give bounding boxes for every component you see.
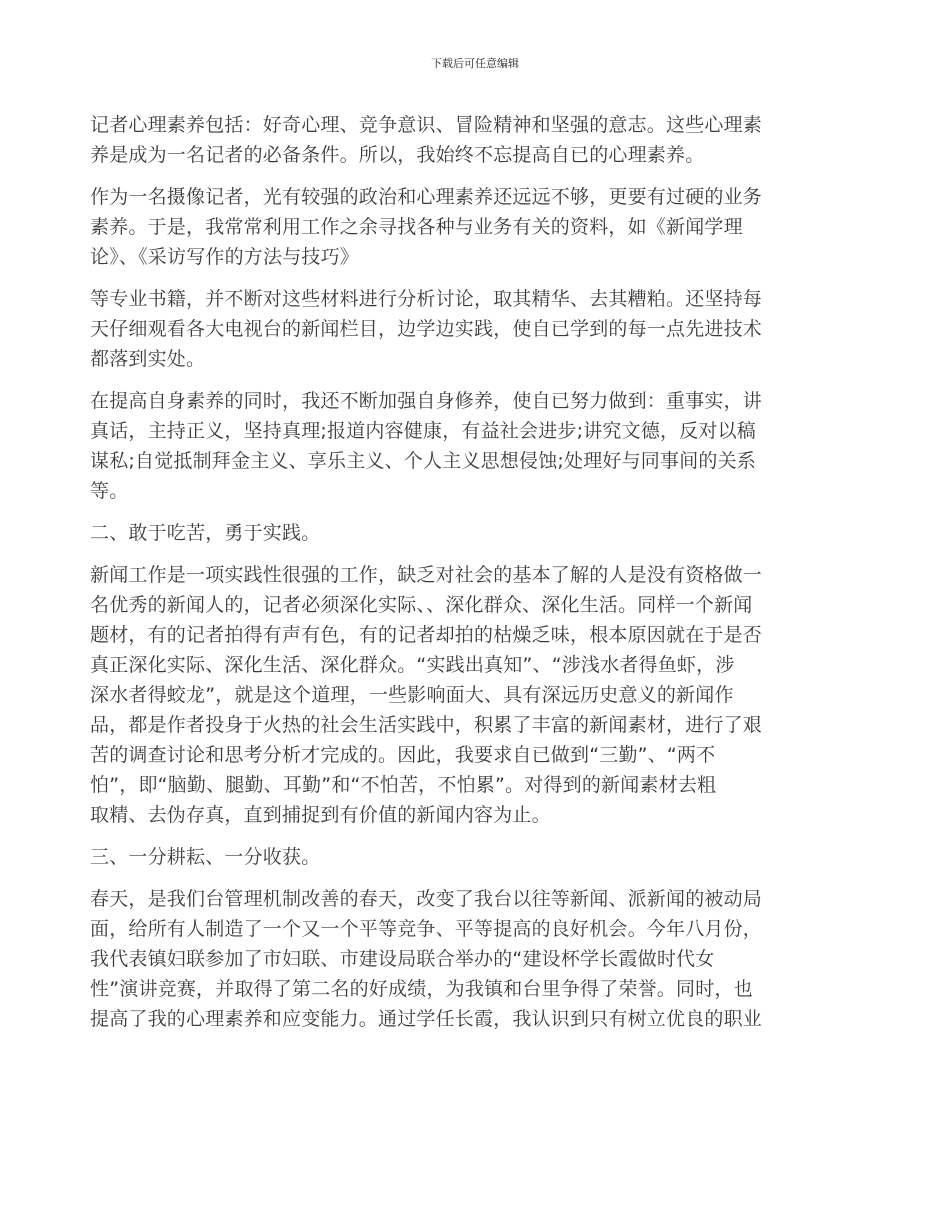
- paragraph-line: 我代表镇妇联参加了市妇联、市建设局联合举办的“建设杯学长霞做时代女: [90, 948, 715, 970]
- paragraph-line: 面，给所有人制造了一个又一个平等竞争、平等提高的良好机会。今年八月份，: [90, 918, 763, 940]
- paragraph-line: 谋私;自觉抵制拜金主义、享乐主义、个人主义思想侵蚀;处理好与同事间的关系: [90, 450, 757, 472]
- paragraph-gap: [90, 548, 865, 560]
- paragraph-line: 深水者得蛟龙”，就是这个道理，一些影响面大、具有深远历史意义的新闻作: [90, 684, 734, 706]
- paragraph-line: 素养。于是，我常常利用工作之余寻找各种与业务有关的资料，如《新闻学理: [90, 216, 743, 238]
- paragraph-line: 春天，是我们台管理机制改善的春天，改变了我台以往等新闻、派新闻的被动局: [90, 888, 763, 910]
- paragraph-line: 天仔细观看各大电视台的新闻栏目，边学边实践，使自已学到的每一点先进技术: [90, 318, 763, 340]
- paragraph-line: 取精、去伪存真，直到捕捉到有价值的新闻内容为止。: [90, 804, 551, 826]
- document-body: [90, 110, 865, 1034]
- paragraph-line: 苦的调查讨论和思考分析才完成的。因此，我要求自已做到“三勤”、“两不: [90, 744, 716, 766]
- paragraph-line: 真正深化实际、深化生活、深化群众。“实践出真知”、“涉浅水者得鱼虾，涉: [90, 654, 735, 676]
- paragraph-line: 在提高自身素养的同时，我还不断加强自身修养，使自已努力做到：重事实，讲: [90, 390, 763, 412]
- paragraph-line: 养是成为一名记者的必备条件。所以，我始终不忘提高自已的心理素养。: [90, 144, 705, 166]
- paragraph-line: 都落到实处。: [90, 348, 206, 370]
- paragraph-gap: [90, 272, 865, 284]
- paragraph-line: 等。: [90, 480, 129, 502]
- paragraph: [90, 110, 865, 170]
- paragraph: [90, 884, 865, 1034]
- paragraph-gap: [90, 374, 865, 386]
- paragraph-gap: [90, 170, 865, 182]
- paragraph-line: 等专业书籍，并不断对这些材料进行分析讨论，取其精华、去其糟粕。还坚持每: [90, 288, 763, 310]
- paragraph-gap: [90, 872, 865, 884]
- paragraph-line: 怕”，即“脑勤、腿勤、耳勤”和“不怕苦，不怕累”。对得到的新闻素材去粗: [90, 774, 717, 796]
- page-header: 下载后可任意编辑: [431, 57, 519, 70]
- paragraph: [90, 518, 865, 548]
- paragraph-line: 新闻工作是一项实践性很强的工作，缺乏对社会的基本了解的人是没有资格做一: [90, 564, 763, 586]
- paragraph-line: 二、敢于吃苦，勇于实践。: [90, 522, 321, 544]
- paragraph: [90, 560, 865, 830]
- paragraph-line: 记者心理素养包括：好奇心理、竞争意识、冒险精神和坚强的意志。这些心理素: [90, 114, 763, 136]
- paragraph-line: 三、一分耕耘、一分收获。: [90, 846, 321, 868]
- paragraph-line: 名优秀的新闻人的，记者必须深化实际、、深化群众、深化生活。同样一个新闻: [90, 594, 753, 616]
- paragraph-line: 论》、《采访写作的方法与技巧》: [90, 246, 360, 268]
- paragraph-gap: [90, 506, 865, 518]
- paragraph-line: 提高了我的心理素养和应变能力。通过学任长霞，我认识到只有树立优良的职业: [90, 1008, 763, 1030]
- paragraph-line: 作为一名摄像记者，光有较强的政治和心理素养还远远不够，更要有过硬的业务: [90, 186, 763, 208]
- paragraph: [90, 182, 865, 272]
- paragraph-line: 品，都是作者投身于火热的社会生活实践中，积累了丰富的新闻素材，进行了艰: [90, 714, 763, 736]
- paragraph: [90, 284, 865, 374]
- paragraph-line: 性”演讲竞赛，并取得了第二名的好成绩，为我镇和台里争得了荣誉。同时，也: [90, 978, 753, 1000]
- paragraph: [90, 842, 865, 872]
- paragraph: [90, 386, 865, 506]
- paragraph-gap: [90, 830, 865, 842]
- paragraph-line: 真话，主持正义，坚持真理;报道内容健康，有益社会进步;讲究文德，反对以稿: [90, 420, 757, 442]
- paragraph-line: 题材，有的记者拍得有声有色，有的记者却拍的枯燥乏味，根本原因就在于是否: [90, 624, 763, 646]
